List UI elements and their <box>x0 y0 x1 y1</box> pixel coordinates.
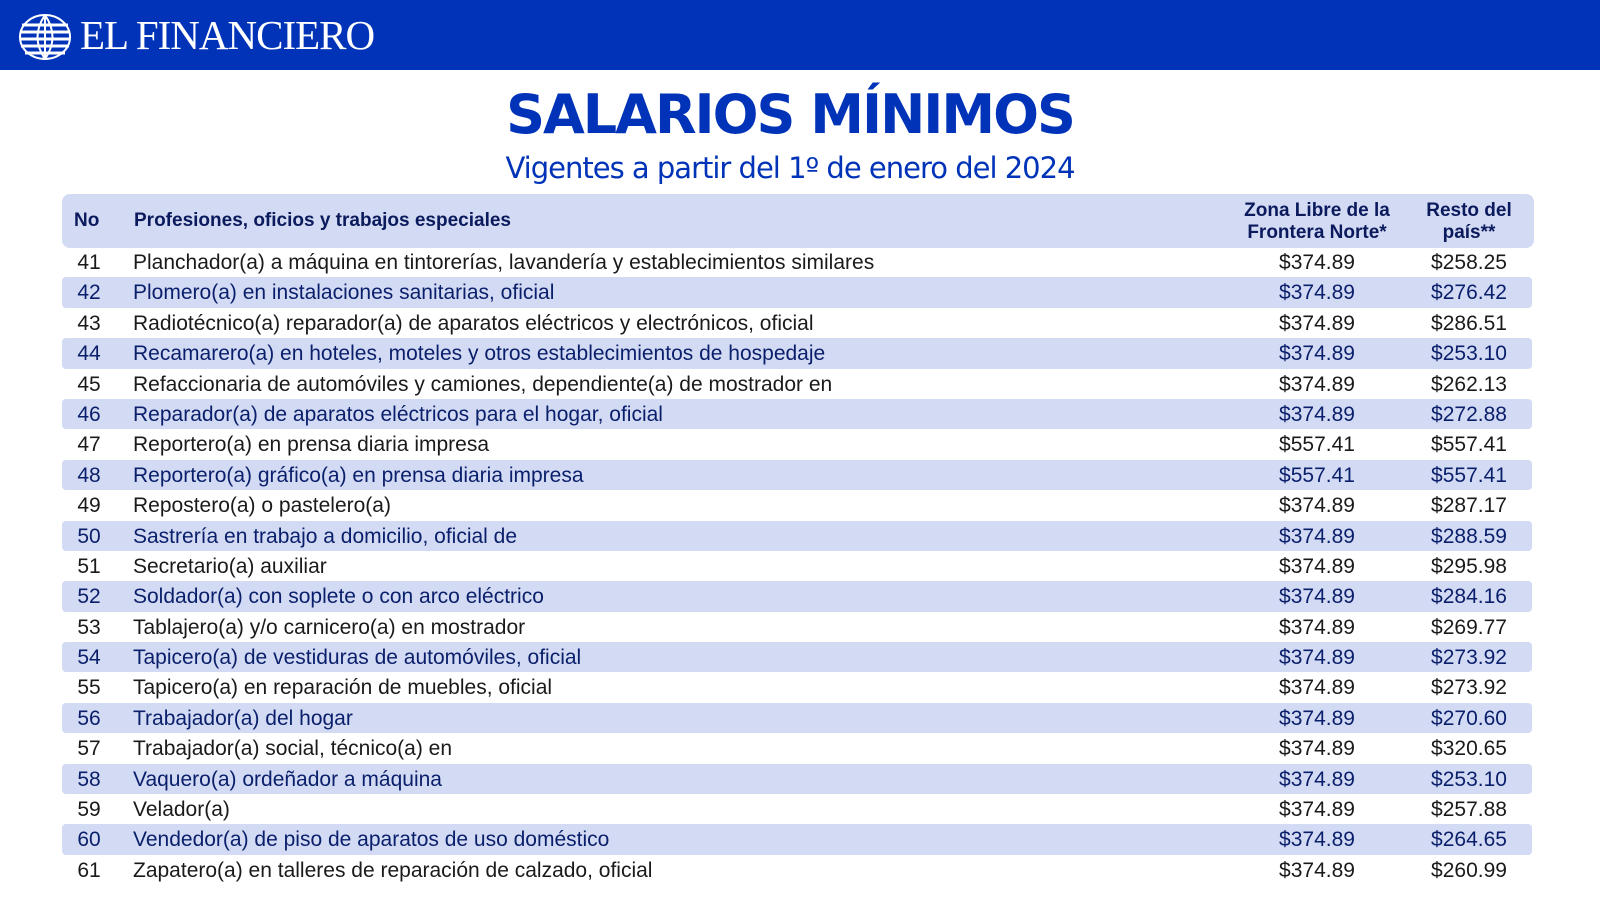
table-row <box>62 855 1532 885</box>
table-row <box>62 581 1532 611</box>
row-profession: Plomero(a) en instalaciones sanitarias, oficial <box>133 281 555 305</box>
row-number: 54 <box>77 646 101 670</box>
row-number: 61 <box>77 858 101 882</box>
row-number: 41 <box>77 251 101 274</box>
table-row <box>62 703 1532 733</box>
row-zona-salary: $374.89 <box>1279 372 1355 396</box>
column-header-zona-line1: Zona Libre de la <box>1244 200 1390 221</box>
row-resto-salary: $287.17 <box>1431 494 1507 518</box>
table-row <box>62 338 1532 368</box>
row-number: 53 <box>77 615 101 639</box>
row-resto-salary: $273.92 <box>1431 646 1507 670</box>
row-zona-salary: $374.89 <box>1279 646 1355 670</box>
row-zona-salary: $374.89 <box>1279 342 1355 366</box>
row-number: 45 <box>77 372 101 396</box>
row-zona-salary: $374.89 <box>1279 858 1355 882</box>
row-profession: Trabajador(a) del hogar <box>133 706 353 730</box>
row-number: 49 <box>77 494 101 518</box>
row-zona-salary: $374.89 <box>1279 554 1355 578</box>
row-zona-salary: $374.89 <box>1279 494 1355 518</box>
table-row <box>62 369 1532 399</box>
row-resto-salary: $264.65 <box>1431 828 1507 852</box>
row-resto-salary: $284.16 <box>1431 585 1507 609</box>
row-zona-salary: $374.89 <box>1279 706 1355 730</box>
row-zona-salary: $374.89 <box>1279 798 1355 822</box>
row-number: 51 <box>77 554 101 578</box>
table-row <box>62 794 1532 824</box>
table-row <box>62 764 1532 794</box>
row-profession: Secretario(a) auxiliar <box>133 554 327 578</box>
table-row <box>62 672 1532 702</box>
column-header-zona-libre <box>1222 200 1412 244</box>
row-profession: Tablajero(a) y/o carnicero(a) en mostrador <box>133 615 526 639</box>
table-row <box>62 612 1532 642</box>
row-profession: Trabajador(a) social, técnico(a) en <box>133 737 453 761</box>
row-number: 55 <box>77 676 101 700</box>
row-number: 50 <box>77 524 101 548</box>
row-number: 43 <box>77 311 101 335</box>
row-profession: Zapatero(a) en talleres de reparación de calzado, oficial <box>133 858 653 882</box>
row-resto-salary: $272.88 <box>1431 402 1507 426</box>
row-number: 56 <box>77 706 101 730</box>
table-row <box>62 824 1532 854</box>
row-profession: Tapicero(a) de vestiduras de automóviles, oficial <box>133 646 582 670</box>
row-profession: Planchador(a) a máquina en tintorerías, lavandería y establecimientos similares <box>133 251 875 274</box>
row-zona-salary: $374.89 <box>1279 251 1355 274</box>
header-bar <box>0 0 1600 70</box>
table-row <box>62 490 1532 520</box>
row-zona-salary: $374.89 <box>1279 524 1355 548</box>
table-header <box>62 194 1534 248</box>
row-resto-salary: $258.25 <box>1431 251 1507 274</box>
table-row <box>62 277 1532 307</box>
table-row <box>62 642 1532 672</box>
row-resto-salary: $257.88 <box>1431 798 1507 822</box>
table-row <box>62 399 1532 429</box>
row-zona-salary: $374.89 <box>1279 311 1355 335</box>
row-number: 48 <box>77 463 101 487</box>
table-body <box>62 247 1532 885</box>
row-number: 57 <box>77 737 101 761</box>
row-resto-salary: $557.41 <box>1431 463 1507 487</box>
page-title: SALARIOS MÍNIMOS <box>506 83 1074 146</box>
table-row <box>62 308 1532 338</box>
globe-icon <box>16 11 72 61</box>
row-resto-salary: $253.10 <box>1431 342 1507 366</box>
row-profession: Soldador(a) con soplete o con arco eléctrico <box>133 585 544 609</box>
row-resto-salary: $557.41 <box>1431 433 1507 457</box>
row-resto-salary: $276.42 <box>1431 281 1507 305</box>
row-resto-salary: $253.10 <box>1431 767 1507 791</box>
row-profession: Reportero(a) en prensa diaria impresa <box>133 433 490 457</box>
row-zona-salary: $374.89 <box>1279 585 1355 609</box>
table-row <box>62 460 1532 490</box>
brand-logo[interactable]: EL FINANCIERO <box>80 12 375 58</box>
row-profession: Refaccionaria de automóviles y camiones, dependiente(a) de mostrador en <box>133 372 833 396</box>
row-number: 44 <box>77 342 101 366</box>
row-profession: Velador(a) <box>133 798 230 822</box>
column-header-zona-line2: Frontera Norte* <box>1247 222 1387 243</box>
table-row <box>62 521 1532 551</box>
table-row <box>62 551 1532 581</box>
row-zona-salary: $557.41 <box>1279 433 1355 457</box>
row-zona-salary: $374.89 <box>1279 615 1355 639</box>
row-profession: Reparador(a) de aparatos eléctricos para el hogar, oficial <box>133 402 663 426</box>
row-resto-salary: $273.92 <box>1431 676 1507 700</box>
row-profession: Radiotécnico(a) reparador(a) de aparatos eléctricos y electrónicos, oficial <box>133 311 814 335</box>
row-number: 60 <box>77 828 101 852</box>
row-zona-salary: $557.41 <box>1279 463 1355 487</box>
row-profession: Recamarero(a) en hoteles, moteles y otros establecimientos de hospedaje <box>133 342 826 366</box>
table-row <box>62 733 1532 763</box>
column-header-no: No <box>74 210 100 231</box>
row-number: 58 <box>77 767 101 791</box>
column-header-profession: Profesiones, oficios y trabajos especiales <box>134 210 511 231</box>
row-number: 52 <box>77 585 101 609</box>
row-resto-salary: $270.60 <box>1431 706 1507 730</box>
row-resto-salary: $269.77 <box>1431 615 1507 639</box>
page-subtitle: Vigentes a partir del 1º de enero del 2024 <box>505 151 1075 185</box>
row-profession: Repostero(a) o pastelero(a) <box>133 494 391 518</box>
column-header-resto-line2: país** <box>1442 222 1496 243</box>
row-resto-salary: $288.59 <box>1431 524 1507 548</box>
row-resto-salary: $260.99 <box>1431 858 1507 882</box>
table-row <box>62 247 1532 277</box>
row-number: 46 <box>77 402 101 426</box>
row-zona-salary: $374.89 <box>1279 402 1355 426</box>
column-header-resto-line1: Resto del <box>1426 200 1512 221</box>
row-profession: Sastrería en trabajo a domicilio, oficial de <box>133 524 518 548</box>
row-resto-salary: $286.51 <box>1431 311 1507 335</box>
row-profession: Reportero(a) gráfico(a) en prensa diaria impresa <box>133 463 584 487</box>
column-header-resto-pais <box>1404 200 1534 244</box>
row-zona-salary: $374.89 <box>1279 676 1355 700</box>
row-number: 59 <box>77 798 101 822</box>
table-row <box>62 429 1532 459</box>
row-number: 42 <box>77 281 101 305</box>
row-profession: Vaquero(a) ordeñador a máquina <box>133 767 442 791</box>
row-resto-salary: $295.98 <box>1431 554 1507 578</box>
row-zona-salary: $374.89 <box>1279 737 1355 761</box>
row-zona-salary: $374.89 <box>1279 767 1355 791</box>
row-resto-salary: $262.13 <box>1431 372 1507 396</box>
row-zona-salary: $374.89 <box>1279 828 1355 852</box>
row-profession: Tapicero(a) en reparación de muebles, oficial <box>133 676 553 700</box>
row-zona-salary: $374.89 <box>1279 281 1355 305</box>
row-profession: Vendedor(a) de piso de aparatos de uso doméstico <box>133 828 610 852</box>
row-resto-salary: $320.65 <box>1431 737 1507 761</box>
row-number: 47 <box>77 433 101 457</box>
